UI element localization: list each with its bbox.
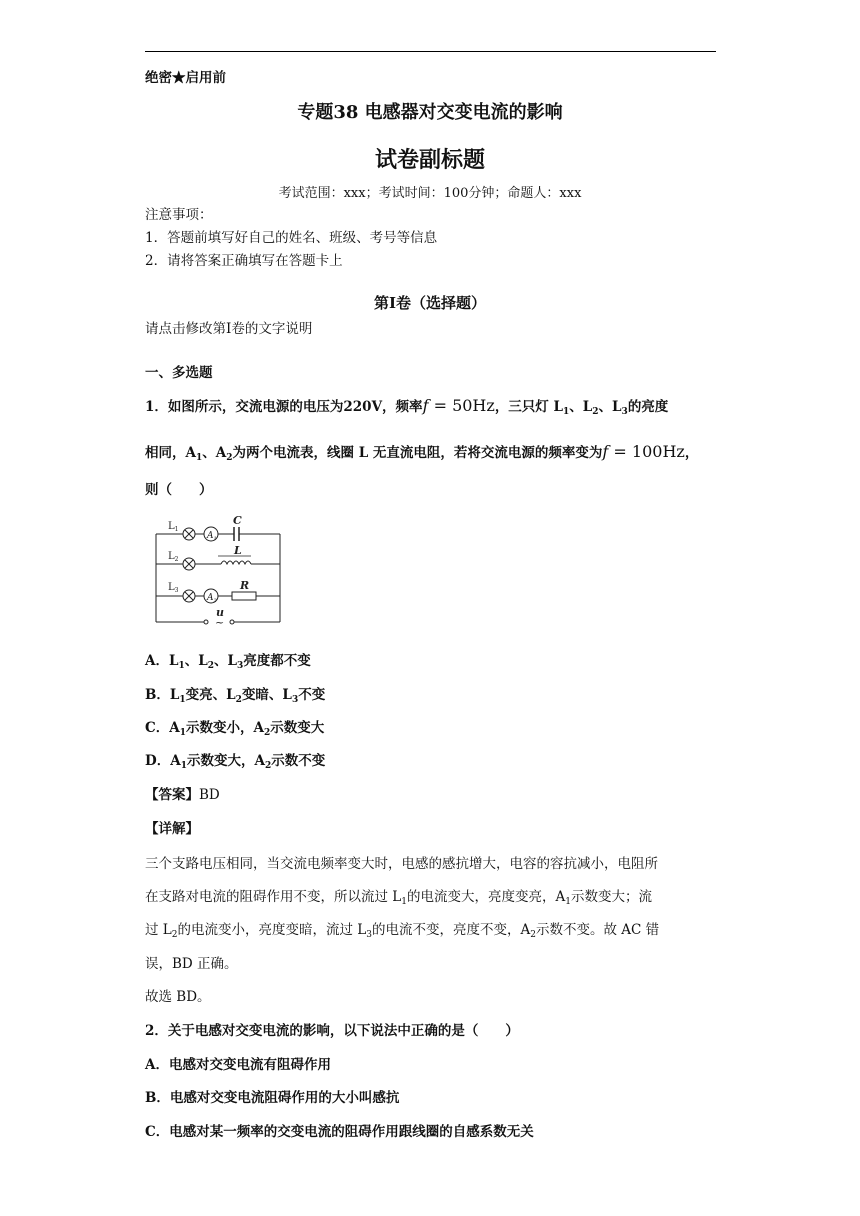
subscript: 2 (171, 930, 178, 940)
subscript: 1 (179, 728, 186, 738)
subscript: 1 (180, 761, 187, 771)
header-rule (145, 51, 716, 52)
label-L2: L (168, 551, 175, 562)
detail-text: 的电流变小，亮度变暗，流过 L (177, 922, 367, 938)
notice-heading: 注意事项： (145, 207, 213, 223)
option-text: 变暗、L (241, 687, 292, 703)
svg-text:L1 (168, 521, 178, 533)
q1-detail-line-2 (145, 885, 652, 907)
option-text: C．A (145, 720, 180, 736)
svg-text:A2 (206, 593, 217, 604)
q1-stem-line-3: 则（ ） (145, 482, 213, 498)
option-text: 示数变大，A (186, 753, 265, 769)
subscript: 3 (174, 587, 179, 594)
paper-title: 专题38 电感器对交变电流的影响 (297, 102, 563, 123)
math-eq-50hz: = 50Hz (428, 396, 495, 415)
subscript: 1 (563, 407, 570, 417)
label-A1: A (207, 531, 214, 541)
option-text: 不变 (298, 687, 326, 703)
subscript: 2 (530, 930, 536, 940)
q1-detail-line-1: 三个支路电压相同，当交流电频率变大时，电感的感抗增大，电容的容抗减小，电阻所 (145, 856, 658, 872)
q1-detail-line-5: 故选 BD。 (145, 989, 211, 1005)
option-text: 示数不变 (271, 753, 326, 769)
option-text: A．L (145, 653, 179, 669)
option-text: 、L (214, 653, 237, 669)
option-text: B．L (145, 687, 180, 703)
svg-text:L3 (168, 582, 179, 594)
detail-text: 在支路对电流的阻碍作用不变，所以流过 L (145, 889, 402, 905)
subscript: 3 (291, 695, 299, 705)
detail-text: 示数不变。故 AC 错 (535, 922, 660, 938)
terminal-icon (204, 620, 208, 624)
q2-option-b[interactable]: B．电感对交变电流阻碍作用的大小叫感抗 (145, 1090, 400, 1106)
subscript: 3 (366, 930, 372, 940)
detail-text: 的电流变大，亮度变亮，A (407, 889, 566, 905)
exam-info: 考试范围：xxx；考试时间：100分钟；命题人：xxx (278, 186, 582, 201)
subscript: 1 (179, 695, 186, 705)
subscript: 1 (195, 453, 203, 463)
q1-detail-line-4: 误，BD 正确。 (145, 956, 238, 972)
subscript: 1 (565, 897, 571, 907)
label-L1: L (168, 521, 175, 532)
subscript: 2 (207, 661, 214, 671)
subscript: 2 (592, 407, 599, 417)
section-title: 第I卷（选择题） (373, 294, 487, 312)
q1-detail-label: 【详解】 (145, 821, 199, 837)
q1-answer (145, 783, 220, 803)
svg-text:A1 (206, 531, 217, 542)
q1-option-b[interactable] (145, 683, 325, 705)
terminal-icon (230, 620, 234, 624)
option-text: D．A (145, 753, 181, 769)
q1-text: ， (684, 445, 699, 461)
circuit-diagram (152, 515, 287, 630)
q2-stem: 2．关于电感对交变电流的影响，以下说法中正确的是（ ） (145, 1023, 519, 1039)
q2-option-a[interactable]: A．电感对交变电流有阻碍作用 (145, 1057, 331, 1073)
q1-text: 的亮度 (627, 399, 669, 415)
q1-option-c[interactable] (145, 716, 324, 738)
detail-text: 示数变大；流 (570, 889, 652, 905)
option-text: 变亮、L (185, 687, 236, 703)
label-u: u (216, 606, 224, 619)
q1-text: ，三只灯 L (494, 399, 564, 415)
q1-stem-line-1 (145, 395, 668, 417)
resistor-icon (232, 592, 256, 600)
subscript: 2 (264, 761, 272, 771)
option-text: 示数变大 (270, 720, 325, 736)
math-var-f: f (422, 396, 429, 415)
inductor-coil-icon (221, 561, 251, 564)
q1-text: 、L (598, 399, 622, 415)
subscript: 2 (174, 556, 179, 563)
subscript: 2 (226, 453, 233, 463)
subscript: 3 (621, 407, 628, 417)
svg-text:L2 (168, 551, 179, 563)
answer-label: 【答案】 (145, 787, 199, 803)
q1-text: 1．如图所示，交流电源的电压为220V，频率 (145, 399, 423, 415)
q1-detail-line-3 (145, 918, 659, 940)
math-eq-100hz: = 100Hz (608, 442, 685, 461)
label-A2: A (207, 593, 214, 603)
subscript: 2 (263, 728, 271, 738)
subscript: 1 (174, 526, 179, 533)
subscript: 2 (213, 598, 217, 604)
subscript: 1 (213, 536, 217, 542)
q1-text: 相同，A (145, 445, 196, 461)
answer-value: BD (199, 787, 220, 803)
label-R: R (240, 579, 250, 592)
subscript: 1 (178, 661, 185, 671)
option-text: 亮度都不变 (243, 653, 311, 669)
q1-option-a[interactable] (145, 649, 311, 671)
subscript: 1 (401, 897, 407, 907)
paper-subtitle: 试卷副标题 (374, 147, 485, 173)
q2-option-c[interactable]: C．电感对某一频率的交变电流的阻碍作用跟线圈的自感系数无关 (145, 1124, 534, 1140)
section-description: 请点击修改第I卷的文字说明 (145, 321, 313, 337)
detail-text: 的电流不变，亮度不变，A (372, 922, 531, 938)
q1-stem-line-2 (145, 441, 698, 463)
secret-label: 绝密★启用前 (145, 70, 226, 86)
option-text: 示数变小，A (186, 720, 264, 736)
math-var-f: f (602, 442, 609, 461)
label-L: L (234, 544, 242, 557)
subscript: 2 (235, 695, 242, 705)
option-text: 、L (184, 653, 208, 669)
q1-text: 、A (202, 445, 227, 461)
detail-text: 过 L (145, 922, 172, 938)
notice-item-1: 1．答题前填写好自己的姓名、班级、考号等信息 (145, 230, 438, 246)
label-C: C (233, 515, 242, 527)
subscript: 3 (237, 661, 244, 671)
label-L3: L (168, 582, 175, 593)
notice-item-2: 2．请将答案正确填写在答题卡上 (145, 253, 343, 269)
q1-text: 、L (569, 399, 593, 415)
question-type-heading: 一、多选题 (145, 365, 213, 381)
q1-text: 为两个电流表，线圈 L 无直流电阻，若将交流电源的频率变为 (232, 445, 603, 461)
ac-symbol: ~ (215, 616, 225, 629)
q1-option-d[interactable] (145, 749, 325, 771)
